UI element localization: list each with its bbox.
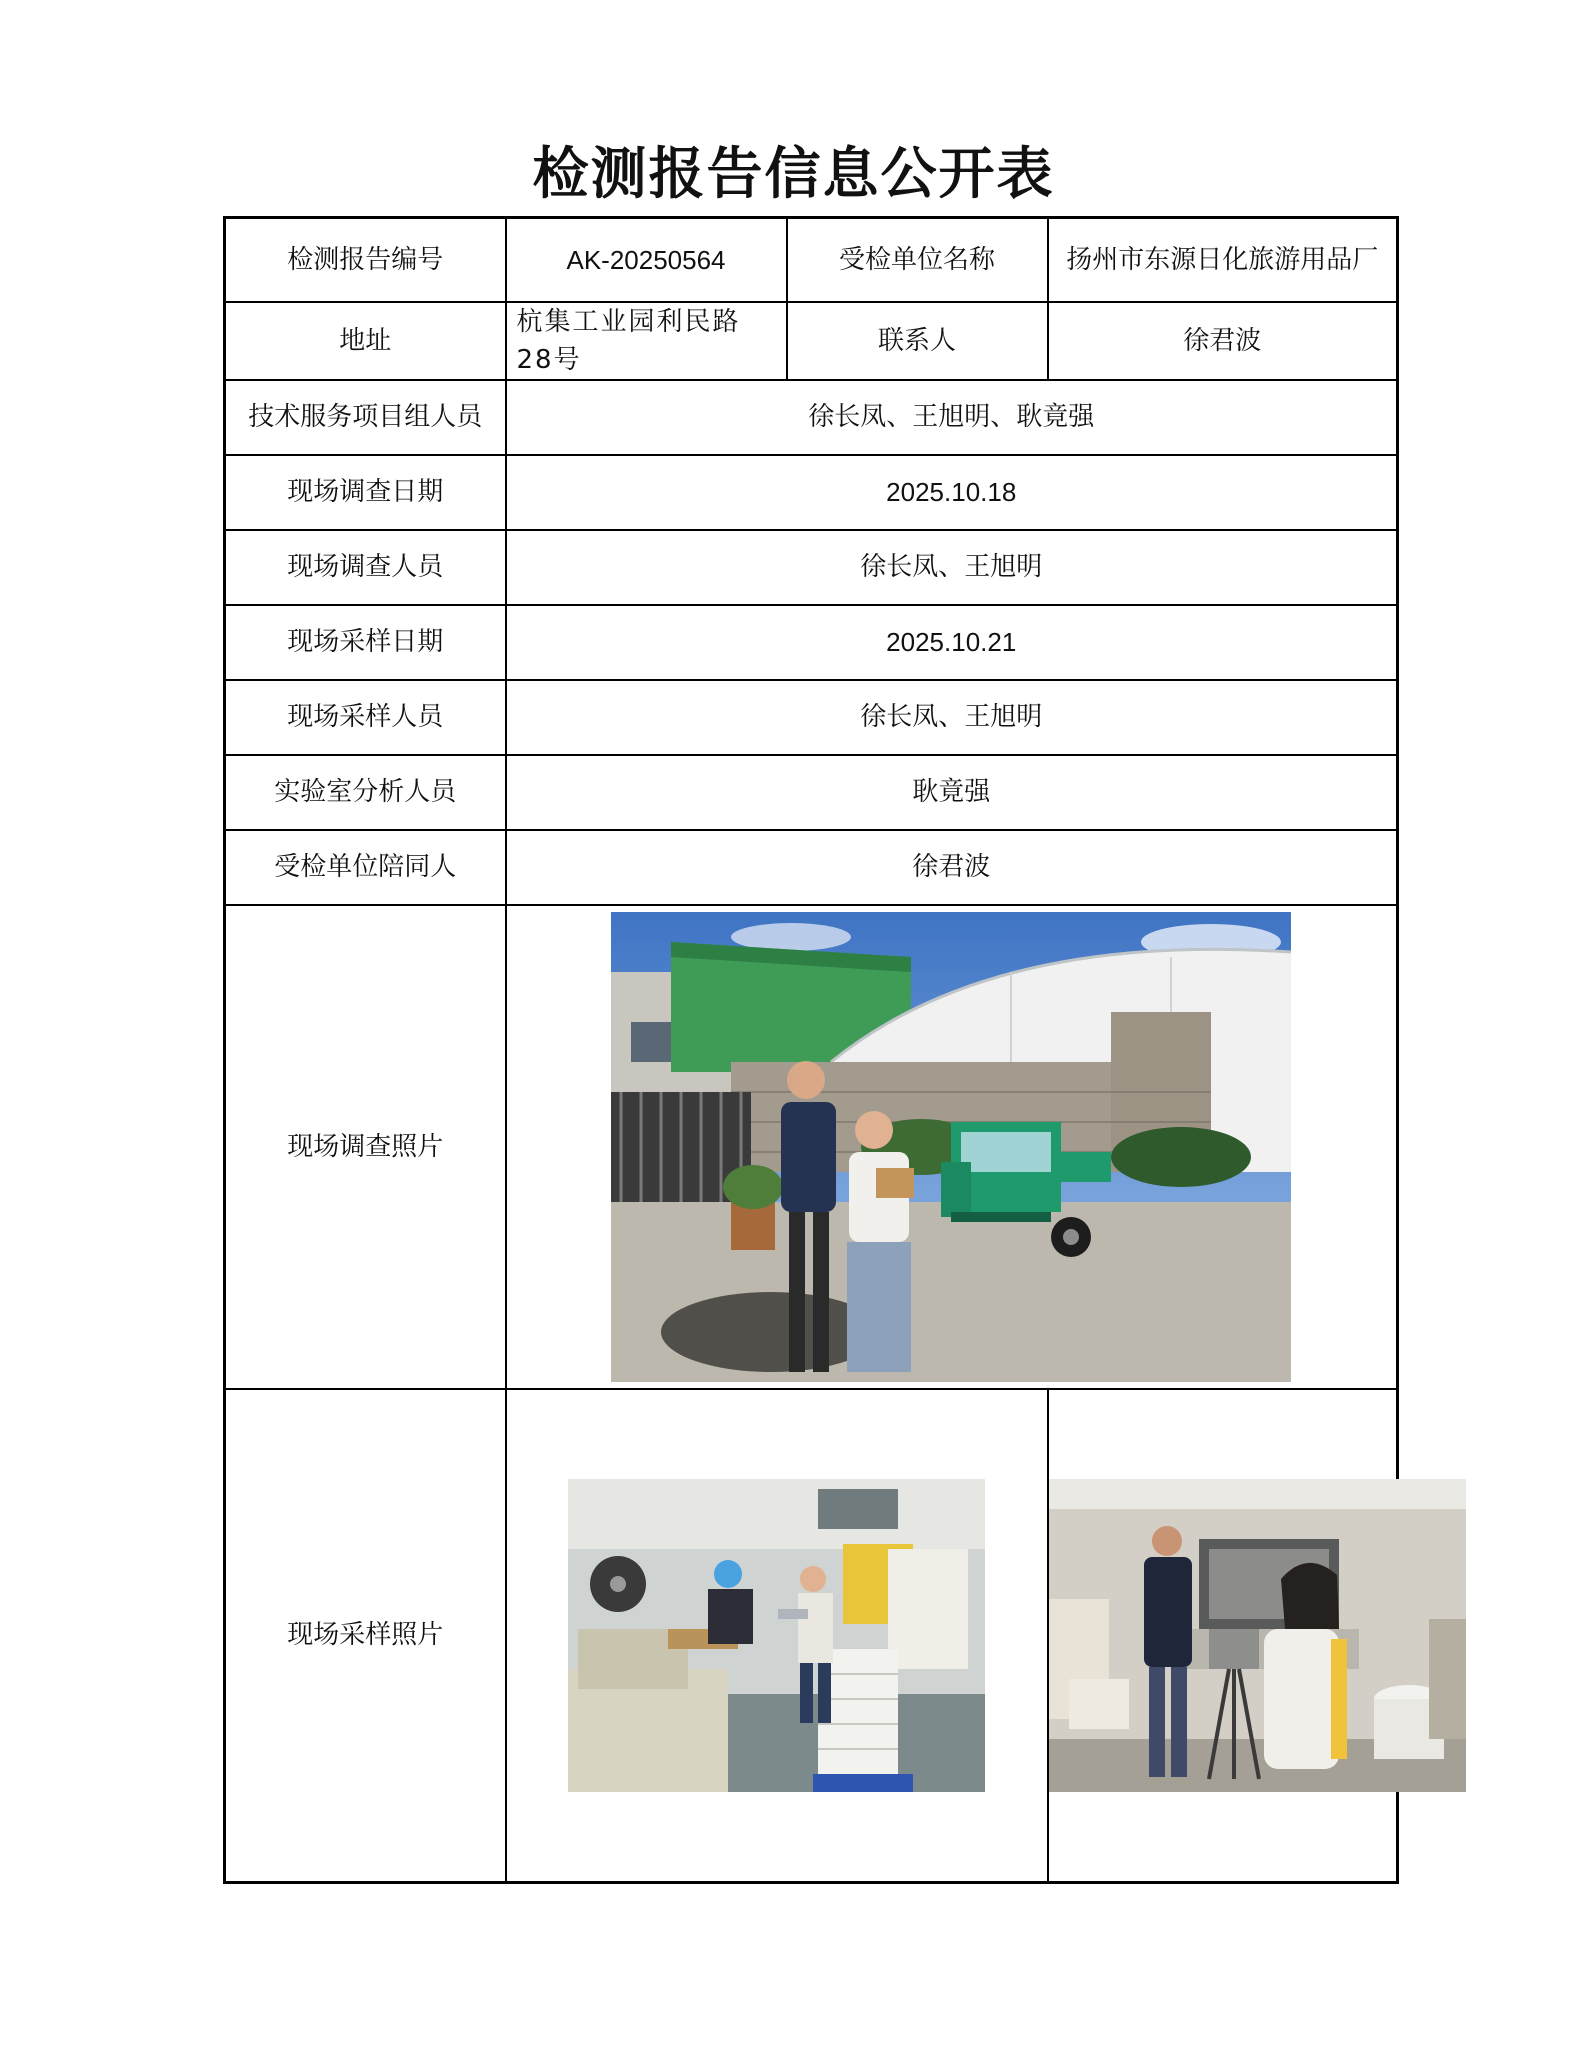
sampling-photo-cell-1: [506, 1389, 1048, 1883]
table-row: [225, 605, 1398, 680]
team-label: 技术服务项目组人员: [225, 380, 506, 455]
table-row: [225, 530, 1398, 605]
address-value: 杭集工业园利民路28号: [506, 302, 787, 380]
survey-photo-label: 现场调查照片: [225, 905, 506, 1389]
report-no-value: AK-20250564: [506, 218, 787, 302]
equipment-sampling-image: [1049, 1479, 1466, 1792]
survey-date-value: 2025.10.18: [506, 455, 1398, 530]
table-row: [225, 755, 1398, 830]
info-table: [223, 216, 1399, 1884]
unit-name-value: 扬州市东源日化旅游用品厂: [1048, 218, 1398, 302]
lab-staff-label: 实验室分析人员: [225, 755, 506, 830]
escort-label: 受检单位陪同人: [225, 830, 506, 905]
lab-staff-value: 耿竟强: [506, 755, 1398, 830]
survey-staff-value: 徐长凤、王旭明: [506, 530, 1398, 605]
factory-gate-image: [611, 912, 1291, 1382]
table-row: [225, 218, 1398, 302]
sampling-photo-cell-2: [1048, 1389, 1398, 1883]
table-row: [225, 302, 1398, 380]
contact-value: 徐君波: [1048, 302, 1398, 380]
page-title: 检测报告信息公开表: [532, 141, 1055, 207]
address-label: 地址: [225, 302, 506, 380]
sampling-staff-value: 徐长凤、王旭明: [506, 680, 1398, 755]
team-value: 徐长凤、王旭明、耿竟强: [506, 380, 1398, 455]
workshop-sampling-image: [568, 1479, 985, 1792]
survey-photo: [611, 912, 1291, 1382]
contact-label: 联系人: [787, 302, 1048, 380]
table-row: [225, 455, 1398, 530]
table-row: [225, 380, 1398, 455]
table-row: [225, 905, 1398, 1389]
escort-value: 徐君波: [506, 830, 1398, 905]
sampling-photo-1: [568, 1479, 985, 1792]
unit-name-label: 受检单位名称: [787, 218, 1048, 302]
table-row: [225, 1389, 1398, 1883]
survey-date-label: 现场调查日期: [225, 455, 506, 530]
sampling-date-label: 现场采样日期: [225, 605, 506, 680]
sampling-photo-2: [1049, 1479, 1466, 1792]
sampling-staff-label: 现场采样人员: [225, 680, 506, 755]
survey-staff-label: 现场调查人员: [225, 530, 506, 605]
table-row: [225, 680, 1398, 755]
survey-photo-cell: [506, 905, 1398, 1389]
sampling-date-value: 2025.10.21: [506, 605, 1398, 680]
sampling-photo-label: 现场采样照片: [225, 1389, 506, 1883]
table-row: [225, 830, 1398, 905]
report-no-label: 检测报告编号: [225, 218, 506, 302]
